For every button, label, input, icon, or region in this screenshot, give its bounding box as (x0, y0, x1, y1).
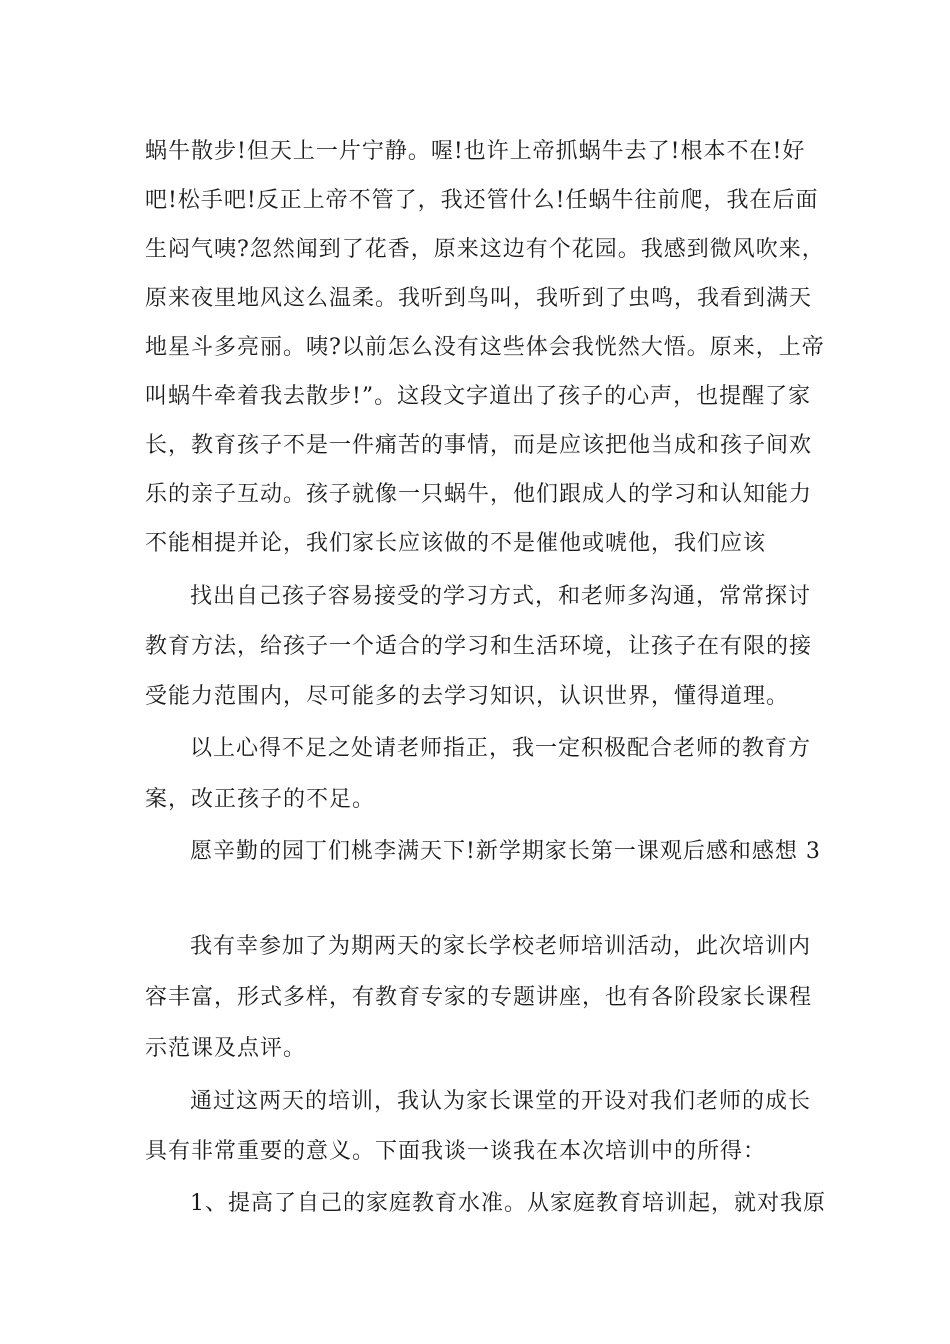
text-line: 示范课及点评。 (145, 1036, 307, 1061)
text-line: 叫蜗牛牵着我去散步!”。这段文字道出了孩子的心声，也提醒了家 (145, 384, 812, 409)
text-line: 找出自己孩子容易接受的学习方式，和老师多沟通，常常探讨 (190, 584, 812, 609)
text-line: 案，改正孩子的不足。 (145, 787, 376, 812)
text-line: 教育方法，给孩子一个适合的学习和生活环境，让孩子在有限的接 (145, 634, 813, 659)
text-line: 吧!松手吧!反正上帝不管了，我还管什么!任蜗牛往前爬，我在后面 (145, 188, 819, 213)
text-line: 长，教育孩子不是一件痛苦的事情，而是应该把他当成和孩子间欢 (145, 433, 813, 458)
text-line: 不能相提并论，我们家长应该做的不是催他或唬他，我们应该 (145, 531, 767, 556)
text-line: 1、提高了自己的家庭教育水准。从家庭教育培训起，就对我原 (190, 1191, 826, 1216)
text-line: 以上心得不足之处请老师指正，我一定积极配合老师的教育方 (190, 736, 812, 761)
text-line: 具有非常重要的意义。下面我谈一谈我在本次培训中的所得： (145, 1139, 767, 1164)
text-line: 蜗牛散步!但天上一片宁静。喔!也许上帝抓蜗牛去了!根本不在!好 (145, 139, 806, 164)
text-line: 乐的亲子互动。孩子就像一只蜗牛，他们跟成人的学习和认知能力 (145, 482, 813, 507)
text-line: 受能力范围内，尽可能多的去学习知识，认识世界，懂得道理。 (145, 684, 790, 709)
text-line: 原来夜里地风这么温柔。我听到鸟叫，我听到了虫鸣，我看到满天 (145, 286, 813, 311)
section-heading: 愿辛勤的园丁们桃李满天下!新学期家长第一课观后感和感想 3 (190, 839, 821, 864)
text-line: 生闷气咦?忽然闻到了花香，原来这边有个花园。我感到微风吹来， (145, 237, 825, 262)
text-line: 通过这两天的培训，我认为家长课堂的开设对我们老师的成长 (190, 1089, 812, 1114)
text-line: 我有幸参加了为期两天的家长学校老师培训活动，此次培训内 (190, 934, 812, 959)
text-line: 容丰富，形式多样，有教育专家的专题讲座，也有各阶段家长课程 (145, 985, 813, 1010)
text-line: 地星斗多亮丽。咦?以前怎么没有这些体会我恍然大悟。原来，上帝 (145, 335, 825, 360)
